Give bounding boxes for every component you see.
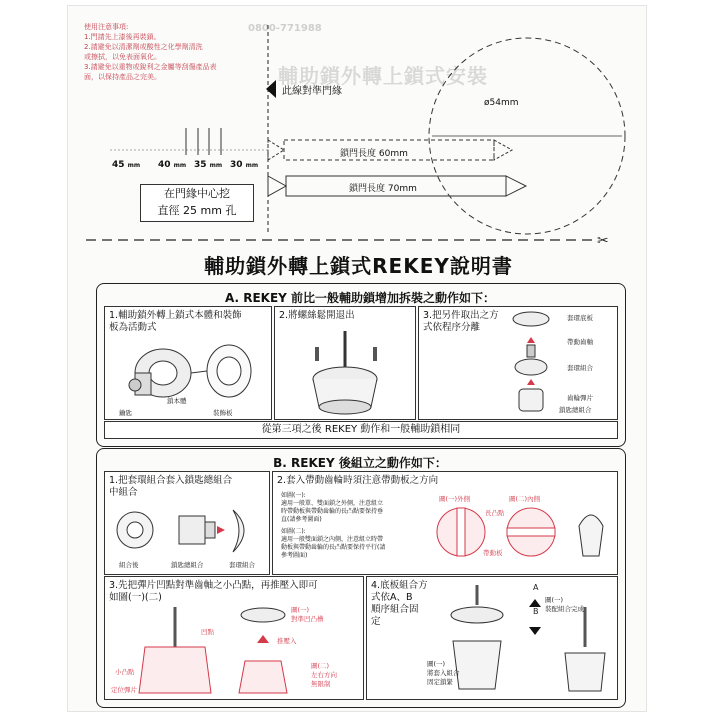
section-a-footer: 從第三項之後 REKEY 動作和一般輔助鎖相同 xyxy=(104,421,618,439)
b-step1-line2: 中組合 xyxy=(109,487,138,498)
fig1-text: 適用一般單、雙面鎖之外側，注意組立 xyxy=(281,500,384,507)
lock-body-illustration xyxy=(105,337,271,419)
label-fig1-b4: 圖(一) xyxy=(427,660,446,668)
label-ring-assembly: 套環組合 xyxy=(567,364,593,372)
hole-instruction-box xyxy=(140,184,254,222)
label-fig1-done: 圖(一) xyxy=(545,596,564,604)
notice-line: 面，以保持產品之完美。 xyxy=(84,73,161,81)
section-b-step4 xyxy=(366,576,618,700)
notice-line: 或擦拭，以免表面氧化。 xyxy=(84,53,161,61)
b-step3-line2: 如圖(一)(二) xyxy=(109,592,162,603)
backset-35: 35 mm xyxy=(194,160,223,170)
screw-removal-illustration xyxy=(275,327,415,419)
backset-45: 45 mm xyxy=(112,160,141,170)
label-no-limit: 無限制 xyxy=(311,680,331,688)
b-step2-text: 2.套入帶動齒輪時須注意帶動板之方向 xyxy=(277,475,439,486)
label-fig2-b3: 圖(二) xyxy=(311,662,330,670)
section-a-step3 xyxy=(418,306,618,420)
section-a-step1 xyxy=(104,306,272,420)
label-ring-assembly-b: 套環組合 xyxy=(229,561,255,569)
b-step4-line1: 4.底板組合方 xyxy=(371,580,428,591)
label-key-assembly-b: 鎖匙總組合 xyxy=(171,561,204,569)
label-fasten: 固定鎖緊 xyxy=(427,678,453,686)
label-complete: 裝配組合完成 xyxy=(545,605,584,613)
notice-line: 3.請避免以重物或銳利之金屬等刮傷產品表 xyxy=(84,63,217,71)
label-ring-base: 套環底板 xyxy=(567,314,593,322)
notice-title: 使用注意事項: xyxy=(84,23,129,31)
label-left-right: 左右方向 xyxy=(311,671,337,679)
a-step1-line2: 板為活動式 xyxy=(109,322,157,333)
backset-40: 40 mm xyxy=(158,160,187,170)
faint-template-title: 輔助鎖外轉上鎖式安裝 xyxy=(278,64,488,88)
label-a: A xyxy=(533,583,539,592)
exploded-parts-illustration xyxy=(503,307,563,419)
label-b: B xyxy=(533,607,539,616)
base-plate-illustration xyxy=(437,585,557,697)
section-a-header: A. REKEY 前比一般輔助鎖增加拆裝之動作如下： xyxy=(224,291,496,305)
notice-line: 1.門請先上漆後再裝鎖。 xyxy=(84,33,161,41)
backset-30: 30 mm xyxy=(230,160,259,170)
completed-assembly-illustration xyxy=(557,607,613,697)
b-step2-notes xyxy=(281,492,429,560)
a-step3-line2: 式依程序分離 xyxy=(423,322,481,333)
drive-plate-illustration xyxy=(431,496,615,572)
page-title: 輔助鎖外轉上鎖式REKEY說明書 xyxy=(204,254,513,278)
bolt-70mm-shape xyxy=(268,176,286,196)
a-step1-line1: 1.輔助鎖外轉上鎖式本體和裝飾 xyxy=(109,310,242,321)
hole-line-2: 直徑 25 mm 孔 xyxy=(157,204,237,217)
label-key-assembly: 鎖匙總組合 xyxy=(559,406,592,414)
label-drive-shaft: 帶動齒軸 xyxy=(567,338,593,346)
label-locating-spring: 定位彈片 xyxy=(111,686,137,694)
label-long-boss: 長凸點 xyxy=(485,509,505,517)
fig2-title: 如圖(二): xyxy=(281,528,306,535)
fig1-text: 直(請參考圖面) xyxy=(281,516,322,523)
label-fig1-b3: 圖(一) xyxy=(291,606,310,614)
label-fig1-outside: 圖(一)外側 xyxy=(439,495,471,503)
label-key: 鑰匙 xyxy=(119,409,132,417)
b-step4-line3: 順序組合固 xyxy=(371,604,419,615)
fig2-text: 動板與帶動齒輪的長凸點要保持平行(請 xyxy=(281,544,386,551)
label-trim-plate: 裝飾板 xyxy=(213,409,233,417)
section-b-step2 xyxy=(272,471,618,575)
section-b-header: B. REKEY 後組立之動作如下： xyxy=(273,456,447,470)
template-drawing xyxy=(0,0,717,245)
ring-assembly-illustration xyxy=(105,502,269,562)
label-assembled: 組合後 xyxy=(119,561,139,569)
a-step3-line1: 3.把另件取出之方 xyxy=(423,310,499,321)
b-step1-line1: 1.把套環組合套入鎖匙總組合 xyxy=(109,475,233,486)
label-fig2-inside: 圖(二)內側 xyxy=(509,495,541,503)
label-align-groove: 對準凹凸槽 xyxy=(291,615,324,623)
fig1-title: 如圖(一): xyxy=(281,492,306,499)
b-step4-line2: 式依A、B xyxy=(371,592,413,603)
fig2-text: 適用一般雙面鎖之內側，注意組立時帶 xyxy=(281,536,384,543)
door-edge-label: 此線對準門緣 xyxy=(282,86,342,97)
diameter-label: ø54mm xyxy=(484,98,519,108)
label-fit-assembly: 將套入組合 xyxy=(427,669,460,677)
section-b-step3 xyxy=(104,576,364,700)
section-a-step2 xyxy=(274,306,416,420)
b-step4-line4: 定 xyxy=(371,616,381,627)
b-step3-line1: 3.先把彈片凹點對準齒軸之小凸點，再推壓入即可 xyxy=(109,580,318,591)
fig2-text: 參考圖面) xyxy=(281,552,308,559)
label-press-in: 推壓入 xyxy=(277,637,297,645)
label-dimple: 凹點 xyxy=(201,628,214,636)
bolt-60mm-shape xyxy=(268,140,284,160)
faint-phone: 0800-771988 xyxy=(248,23,322,34)
label-drive-plate: 帶動板 xyxy=(483,549,503,557)
notice-line: 2.請避免以清潔劑或酸性之化學劑清洗 xyxy=(84,43,203,51)
label-small-boss: 小凸點 xyxy=(115,668,135,676)
label-lock-body: 鎖本體 xyxy=(167,397,187,405)
hole-line-1: 在門緣中心挖 xyxy=(164,187,230,200)
label-gear-spring: 齒輪彈片 xyxy=(567,394,593,402)
section-b-step1 xyxy=(104,471,270,575)
a-step2-text: 2.將螺絲鬆開退出 xyxy=(279,310,355,321)
bolt-length-60: 鎖閂長度 60mm xyxy=(340,149,408,159)
scissors-icon: ✂ xyxy=(597,233,609,245)
fig1-text: 時帶動板與帶動齒輪的長凸點要保持垂 xyxy=(281,508,384,515)
bolt-length-70: 鎖閂長度 70mm xyxy=(349,184,417,194)
